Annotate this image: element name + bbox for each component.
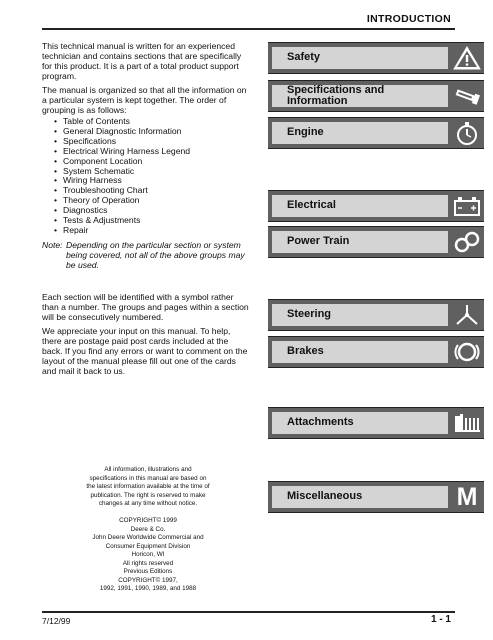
header-rule [42, 28, 455, 30]
list-item: • Table of Contents [54, 117, 190, 127]
notice-line: John Deere Worldwide Commercial and [92, 534, 204, 541]
battery-icon [452, 193, 482, 219]
list-item: • Theory of Operation [54, 196, 190, 206]
section-tab-label: Miscellaneous [287, 490, 363, 503]
notice-line: Deere & Co. [130, 525, 166, 533]
notice-line: Consumer Equipment Division [105, 542, 191, 550]
section-tab-attachments[interactable] [268, 407, 484, 439]
list-item: • Electrical Wiring Harness Legend [54, 147, 190, 157]
section-tab-label: Specifications and Information [287, 83, 385, 107]
list-item: • Repair [54, 226, 190, 236]
letter-m-glyph: M [456, 483, 478, 511]
list-item: • General Diagnostic Information [54, 127, 190, 137]
notice-line: specifications in this manual are based on [89, 474, 207, 482]
footer-rule [42, 611, 455, 613]
gears-icon [452, 229, 482, 255]
notice-line: All information, illustrations and [104, 466, 192, 473]
notice-line: 1992, 1991, 1990, 1989, and 1988 [99, 585, 197, 592]
notice-line: Previous Editions [123, 568, 173, 575]
intro-paragraph-4: We appreciate your input on this manual. To help, there are postage paid post cards included at the back. If you find any errors or want to comment on the layout of the manual please fill out one of the cards and mail it back to us. [42, 326, 248, 376]
section-tab-safety[interactable] [268, 42, 484, 74]
section-tab-steering[interactable] [268, 299, 484, 331]
section-tab-label: Brakes [287, 345, 324, 358]
section-tab-label: Engine [287, 126, 324, 139]
list-item: • Troubleshooting Chart [54, 186, 190, 196]
wrench-icon [452, 83, 482, 109]
note-text: Depending on the particular section or system being covered, not all of the above groups may be used. [66, 240, 245, 270]
copyright-notice [82, 466, 214, 594]
section-tab-power-train[interactable] [268, 226, 484, 258]
section-tab-electrical[interactable] [268, 190, 484, 222]
list-item: • Tests & Adjustments [54, 216, 190, 226]
intro-paragraph-1: This technical manual is written for an experienced technician and contains sections that are specifically for this product. It is a part of a total product support program. [42, 41, 242, 81]
note-label: Note: [42, 240, 63, 250]
section-tab-label: Attachments [287, 416, 354, 429]
section-tab-brakes[interactable] [268, 336, 484, 368]
steering-arrows-icon [452, 302, 482, 328]
notice-line: COPYRIGHT© 1999 [119, 517, 177, 524]
mower-deck-icon [452, 410, 482, 436]
notice-line: the latest information available at the time of [86, 483, 210, 490]
notice-line: publication. The right is reserved to make [90, 491, 206, 499]
notice-line: changes at any time without notice. [98, 500, 198, 507]
page-header-title: INTRODUCTION [366, 13, 451, 25]
warning-triangle-icon [452, 45, 482, 71]
section-tab-engine[interactable] [268, 117, 484, 149]
brake-drum-icon [452, 339, 482, 365]
group-list [54, 117, 190, 236]
section-tab-specifications[interactable] [268, 80, 484, 112]
section-tab-label: Steering [287, 308, 332, 321]
list-item: • Component Location [54, 157, 190, 167]
section-tab-label: Safety [287, 51, 321, 64]
list-item: • Diagnostics [54, 206, 190, 216]
section-tab-label: Power Train [287, 235, 350, 248]
notice-line [82, 509, 214, 518]
page-number: 1 - 1 [430, 614, 451, 625]
list-item: • Specifications [54, 137, 190, 147]
intro-paragraph-2: The manual is organized so that all the information on a particular system is kept together. The order of grouping is as follows: [42, 85, 247, 115]
notice-line: Horicon, WI [131, 551, 165, 558]
section-tab-miscellaneous[interactable] [268, 481, 484, 513]
notice-line: COPYRIGHT© 1997, [118, 576, 178, 584]
list-item: • System Schematic [54, 167, 190, 177]
section-tab-label: Electrical [287, 199, 336, 212]
list-item: • Wiring Harness [54, 176, 190, 186]
notice-line: All rights reserved [122, 559, 174, 567]
stopwatch-icon [452, 120, 482, 146]
intro-paragraph-3: Each section will be identified with a symbol rather than a number. The groups and pages within a section will be consecutively numbered. [42, 292, 249, 322]
letter-m-icon [452, 484, 482, 510]
footer-date: 7/12/99 [42, 616, 71, 626]
